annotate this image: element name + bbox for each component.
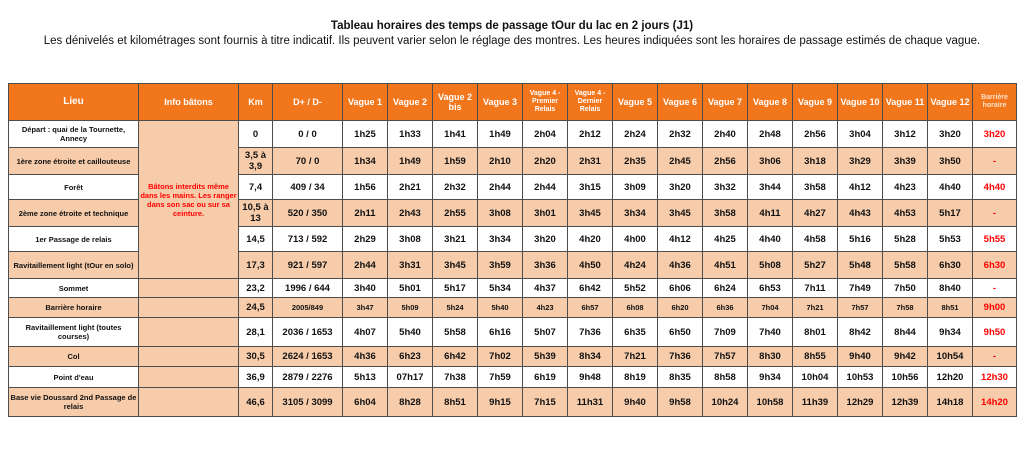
cell-time: 5h40 <box>388 318 433 347</box>
cell-time: 2h35 <box>613 148 658 175</box>
cell-km: 17,3 <box>239 252 273 279</box>
cell-time: 5h53 <box>928 227 973 252</box>
cell-time: 4h23 <box>523 298 568 318</box>
cell-time: 3h59 <box>478 252 523 279</box>
cell-time: 4h23 <box>883 175 928 200</box>
col-header-wave: Vague 3 <box>478 84 523 121</box>
cell-time: 4h40 <box>748 227 793 252</box>
cell-time: 7h58 <box>883 298 928 318</box>
cell-lieu: Barrière horaire <box>9 298 139 318</box>
cell-lieu: Ravitaillement light (tOur en solo) <box>9 252 139 279</box>
table-row <box>9 347 1017 367</box>
page-title: Tableau horaires des temps de passage tOur du lac en 2 jours (J1) <box>330 20 694 32</box>
cell-time: 2h45 <box>658 148 703 175</box>
cell-time: 3h45 <box>568 200 613 227</box>
cell-time: 11h31 <box>568 388 613 417</box>
col-header-wave: Vague 8 <box>748 84 793 121</box>
cell-time: 3h06 <box>748 148 793 175</box>
cell-time: 7h04 <box>748 298 793 318</box>
cell-time: 2h24 <box>613 121 658 148</box>
cell-time: 8h28 <box>388 388 433 417</box>
cell-time: 4h11 <box>748 200 793 227</box>
cell-time: 7h15 <box>523 388 568 417</box>
cell-barrier: - <box>973 200 1017 227</box>
cell-barrier: 6h30 <box>973 252 1017 279</box>
cell-time: 11h39 <box>793 388 838 417</box>
cell-time: 6h42 <box>568 279 613 298</box>
cell-time: 3h20 <box>658 175 703 200</box>
cell-time: 4h12 <box>838 175 883 200</box>
cell-time: 14h18 <box>928 388 973 417</box>
cell-time: 5h58 <box>883 252 928 279</box>
cell-time: 4h36 <box>343 347 388 367</box>
cell-km: 10,5 à 13 <box>239 200 273 227</box>
cell-time: 7h36 <box>568 318 613 347</box>
cell-time: 5h08 <box>748 252 793 279</box>
cell-lieu: 1er Passage de relais <box>9 227 139 252</box>
cell-time: 2h44 <box>478 175 523 200</box>
cell-time: 6h35 <box>613 318 658 347</box>
cell-time: 4h25 <box>703 227 748 252</box>
col-header-wave: Vague 2 bis <box>433 84 478 121</box>
page-header <box>0 0 1024 50</box>
col-header-wave: Vague 12 <box>928 84 973 121</box>
cell-time: 8h51 <box>928 298 973 318</box>
cell-time: 4h36 <box>658 252 703 279</box>
cell-time: 3h50 <box>928 148 973 175</box>
cell-time: 3h39 <box>883 148 928 175</box>
cell-time: 2h48 <box>748 121 793 148</box>
cell-time: 8h34 <box>568 347 613 367</box>
cell-time: 5h40 <box>478 298 523 318</box>
cell-time: 7h57 <box>703 347 748 367</box>
col-header-info: Info bâtons <box>139 84 239 121</box>
col-header-wave: Vague 4 - Dernier Relais <box>568 84 613 121</box>
cell-lieu: Départ : quai de la Tournette, Annecy <box>9 121 139 148</box>
cell-time: 1h33 <box>388 121 433 148</box>
cell-dplus: 2005/849 <box>273 298 343 318</box>
timetable <box>8 83 1017 417</box>
table-row <box>9 388 1017 417</box>
cell-time: 8h35 <box>658 367 703 388</box>
col-header-dplus: D+ / D- <box>273 84 343 121</box>
cell-barrier: 3h20 <box>973 121 1017 148</box>
cell-time: 3h45 <box>433 252 478 279</box>
cell-dplus: 520 / 350 <box>273 200 343 227</box>
cell-time: 3h21 <box>433 227 478 252</box>
page-subtitle: Les dénivelés et kilométrages sont fournis à titre indicatif. Ils peuvent varier selon le réglage des montres. Les heures indiquées sont les horaires de passage estimés de chaque vague. <box>43 35 981 47</box>
cell-km: 14,5 <box>239 227 273 252</box>
table-row <box>9 279 1017 298</box>
cell-time: 7h38 <box>433 367 478 388</box>
cell-time: 4h58 <box>793 227 838 252</box>
cell-time: 1h41 <box>433 121 478 148</box>
cell-lieu: 2ème zone étroite et technique <box>9 200 139 227</box>
cell-time: 5h58 <box>433 318 478 347</box>
col-header-wave: Vague 6 <box>658 84 703 121</box>
cell-time: 3h36 <box>523 252 568 279</box>
cell-time: 10h56 <box>883 367 928 388</box>
cell-time: 3h34 <box>613 200 658 227</box>
col-header-wave: Vague 1 <box>343 84 388 121</box>
cell-time: 12h39 <box>883 388 928 417</box>
cell-time: 7h21 <box>613 347 658 367</box>
cell-time: 2h40 <box>703 121 748 148</box>
cell-time: 5h27 <box>793 252 838 279</box>
cell-time: 1h34 <box>343 148 388 175</box>
cell-time: 4h40 <box>928 175 973 200</box>
cell-time: 8h30 <box>748 347 793 367</box>
cell-time: 2h11 <box>343 200 388 227</box>
cell-time: 3h58 <box>703 200 748 227</box>
cell-time: 8h44 <box>883 318 928 347</box>
cell-time: 9h34 <box>748 367 793 388</box>
cell-time: 4h43 <box>838 200 883 227</box>
cell-time: 5h28 <box>883 227 928 252</box>
cell-dplus: 70 / 0 <box>273 148 343 175</box>
cell-time: 9h40 <box>613 388 658 417</box>
cell-dplus: 713 / 592 <box>273 227 343 252</box>
cell-time: 10h04 <box>793 367 838 388</box>
cell-time: 10h53 <box>838 367 883 388</box>
cell-dplus: 2036 / 1653 <box>273 318 343 347</box>
cell-time: 3h45 <box>658 200 703 227</box>
cell-time: 3h09 <box>613 175 658 200</box>
cell-info-empty <box>139 298 239 318</box>
cell-time: 9h42 <box>883 347 928 367</box>
cell-time: 12h20 <box>928 367 973 388</box>
cell-time: 1h49 <box>478 121 523 148</box>
cell-km: 28,1 <box>239 318 273 347</box>
cell-time: 6h42 <box>433 347 478 367</box>
cell-time: 6h30 <box>928 252 973 279</box>
cell-barrier: 14h20 <box>973 388 1017 417</box>
cell-time: 2h44 <box>523 175 568 200</box>
cell-time: 2h32 <box>658 121 703 148</box>
cell-time: 12h29 <box>838 388 883 417</box>
cell-time: 9h40 <box>838 347 883 367</box>
cell-time: 6h50 <box>658 318 703 347</box>
cell-time: 6h16 <box>478 318 523 347</box>
cell-time: 5h17 <box>433 279 478 298</box>
cell-barrier: 9h00 <box>973 298 1017 318</box>
cell-time: 4h07 <box>343 318 388 347</box>
cell-dplus: 3105 / 3099 <box>273 388 343 417</box>
cell-time: 8h55 <box>793 347 838 367</box>
table-row <box>9 367 1017 388</box>
cell-km: 23,2 <box>239 279 273 298</box>
cell-time: 3h32 <box>703 175 748 200</box>
cell-time: 7h02 <box>478 347 523 367</box>
cell-time: 7h49 <box>838 279 883 298</box>
col-header-wave: Vague 10 <box>838 84 883 121</box>
cell-time: 6h53 <box>748 279 793 298</box>
cell-time: 3h20 <box>523 227 568 252</box>
cell-time: 7h50 <box>883 279 928 298</box>
table-row <box>9 298 1017 318</box>
col-header-wave: Vague 4 - Premier Relais <box>523 84 568 121</box>
cell-time: 5h48 <box>838 252 883 279</box>
cell-barrier: - <box>973 347 1017 367</box>
cell-time: 10h58 <box>748 388 793 417</box>
cell-time: 3h29 <box>838 148 883 175</box>
cell-time: 3h04 <box>838 121 883 148</box>
cell-time: 2h29 <box>343 227 388 252</box>
cell-time: 4h37 <box>523 279 568 298</box>
cell-time: 3h44 <box>748 175 793 200</box>
col-header-wave: Vague 9 <box>793 84 838 121</box>
header-row <box>9 84 1017 121</box>
table-row <box>9 318 1017 347</box>
cell-time: 2h04 <box>523 121 568 148</box>
cell-time: 5h52 <box>613 279 658 298</box>
cell-time: 3h34 <box>478 227 523 252</box>
cell-time: 8h40 <box>928 279 973 298</box>
cell-dplus: 409 / 34 <box>273 175 343 200</box>
cell-time: 2h56 <box>793 121 838 148</box>
table-row <box>9 121 1017 148</box>
cell-lieu: Col <box>9 347 139 367</box>
cell-time: 10h24 <box>703 388 748 417</box>
cell-time: 2h32 <box>433 175 478 200</box>
cell-time: 3h12 <box>883 121 928 148</box>
cell-barrier: 12h30 <box>973 367 1017 388</box>
cell-barrier: - <box>973 279 1017 298</box>
col-header-wave: Vague 5 <box>613 84 658 121</box>
cell-time: 2h12 <box>568 121 613 148</box>
cell-time: 2h43 <box>388 200 433 227</box>
cell-time: 7h36 <box>658 347 703 367</box>
cell-time: 1h49 <box>388 148 433 175</box>
cell-barrier: 9h50 <box>973 318 1017 347</box>
info-batons-note: Bâtons interdits même dans les mains. Les ranger dans son sac ou sur sa ceinture. <box>139 121 239 279</box>
cell-time: 2h56 <box>703 148 748 175</box>
cell-time: 4h27 <box>793 200 838 227</box>
cell-time: 7h09 <box>703 318 748 347</box>
cell-time: 6h06 <box>658 279 703 298</box>
cell-km: 7,4 <box>239 175 273 200</box>
cell-lieu: 1ère zone étroite et caillouteuse <box>9 148 139 175</box>
cell-time: 3h31 <box>388 252 433 279</box>
cell-barrier: - <box>973 148 1017 175</box>
cell-lieu: Point d'eau <box>9 367 139 388</box>
cell-km: 24,5 <box>239 298 273 318</box>
cell-time: 3h18 <box>793 148 838 175</box>
cell-dplus: 2879 / 2276 <box>273 367 343 388</box>
cell-time: 3h08 <box>478 200 523 227</box>
col-header-lieu: Lieu <box>9 84 139 121</box>
cell-lieu: Ravitaillement light (toutes courses) <box>9 318 139 347</box>
cell-dplus: 0 / 0 <box>273 121 343 148</box>
cell-lieu: Base vie Doussard 2nd Passage de relais <box>9 388 139 417</box>
cell-barrier: 5h55 <box>973 227 1017 252</box>
cell-time: 2h10 <box>478 148 523 175</box>
cell-time: 3h20 <box>928 121 973 148</box>
cell-time: 10h54 <box>928 347 973 367</box>
col-header-wave: Vague 7 <box>703 84 748 121</box>
cell-time: 4h53 <box>883 200 928 227</box>
cell-info-empty <box>139 347 239 367</box>
cell-time: 4h12 <box>658 227 703 252</box>
cell-time: 3h15 <box>568 175 613 200</box>
cell-time: 6h04 <box>343 388 388 417</box>
cell-dplus: 1996 / 644 <box>273 279 343 298</box>
cell-time: 5h07 <box>523 318 568 347</box>
cell-time: 5h09 <box>388 298 433 318</box>
cell-time: 5h17 <box>928 200 973 227</box>
cell-lieu: Forêt <box>9 175 139 200</box>
cell-time: 4h50 <box>568 252 613 279</box>
cell-time: 5h16 <box>838 227 883 252</box>
cell-time: 9h15 <box>478 388 523 417</box>
cell-time: 7h11 <box>793 279 838 298</box>
cell-km: 0 <box>239 121 273 148</box>
col-header-wave: Vague 11 <box>883 84 928 121</box>
cell-time: 7h40 <box>748 318 793 347</box>
cell-info-empty <box>139 388 239 417</box>
cell-time: 5h01 <box>388 279 433 298</box>
cell-dplus: 2624 / 1653 <box>273 347 343 367</box>
cell-time: 2h21 <box>388 175 433 200</box>
cell-time: 6h20 <box>658 298 703 318</box>
cell-info-empty <box>139 318 239 347</box>
cell-time: 8h58 <box>703 367 748 388</box>
cell-time: 7h57 <box>838 298 883 318</box>
cell-km: 36,9 <box>239 367 273 388</box>
cell-time: 8h42 <box>838 318 883 347</box>
cell-time: 4h20 <box>568 227 613 252</box>
timetable-body <box>9 121 1017 417</box>
cell-time: 7h59 <box>478 367 523 388</box>
cell-km: 30,5 <box>239 347 273 367</box>
cell-time: 1h56 <box>343 175 388 200</box>
cell-time: 6h23 <box>388 347 433 367</box>
cell-time: 9h34 <box>928 318 973 347</box>
cell-time: 5h24 <box>433 298 478 318</box>
cell-time: 2h31 <box>568 148 613 175</box>
cell-time: 7h21 <box>793 298 838 318</box>
cell-time: 2h44 <box>343 252 388 279</box>
cell-time: 1h59 <box>433 148 478 175</box>
cell-info-empty <box>139 279 239 298</box>
cell-time: 07h17 <box>388 367 433 388</box>
cell-time: 1h25 <box>343 121 388 148</box>
cell-time: 4h51 <box>703 252 748 279</box>
cell-info-empty <box>139 367 239 388</box>
cell-time: 8h19 <box>613 367 658 388</box>
cell-time: 6h19 <box>523 367 568 388</box>
cell-time: 6h57 <box>568 298 613 318</box>
cell-time: 9h48 <box>568 367 613 388</box>
cell-time: 8h01 <box>793 318 838 347</box>
cell-barrier: 4h40 <box>973 175 1017 200</box>
cell-time: 6h08 <box>613 298 658 318</box>
cell-time: 2h55 <box>433 200 478 227</box>
cell-time: 4h00 <box>613 227 658 252</box>
cell-time: 6h24 <box>703 279 748 298</box>
cell-time: 8h51 <box>433 388 478 417</box>
cell-time: 5h39 <box>523 347 568 367</box>
cell-time: 5h34 <box>478 279 523 298</box>
cell-time: 3h58 <box>793 175 838 200</box>
cell-time: 4h24 <box>613 252 658 279</box>
col-header-barrier: Barrière horaire <box>973 84 1017 121</box>
cell-time: 3h40 <box>343 279 388 298</box>
cell-time: 6h36 <box>703 298 748 318</box>
col-header-wave: Vague 2 <box>388 84 433 121</box>
cell-time: 9h58 <box>658 388 703 417</box>
cell-km: 3,5 à 3,9 <box>239 148 273 175</box>
cell-dplus: 921 / 597 <box>273 252 343 279</box>
cell-time: 3h47 <box>343 298 388 318</box>
cell-time: 3h08 <box>388 227 433 252</box>
cell-km: 46,6 <box>239 388 273 417</box>
cell-time: 2h20 <box>523 148 568 175</box>
col-header-km: Km <box>239 84 273 121</box>
cell-lieu: Sommet <box>9 279 139 298</box>
cell-time: 5h13 <box>343 367 388 388</box>
cell-time: 3h01 <box>523 200 568 227</box>
